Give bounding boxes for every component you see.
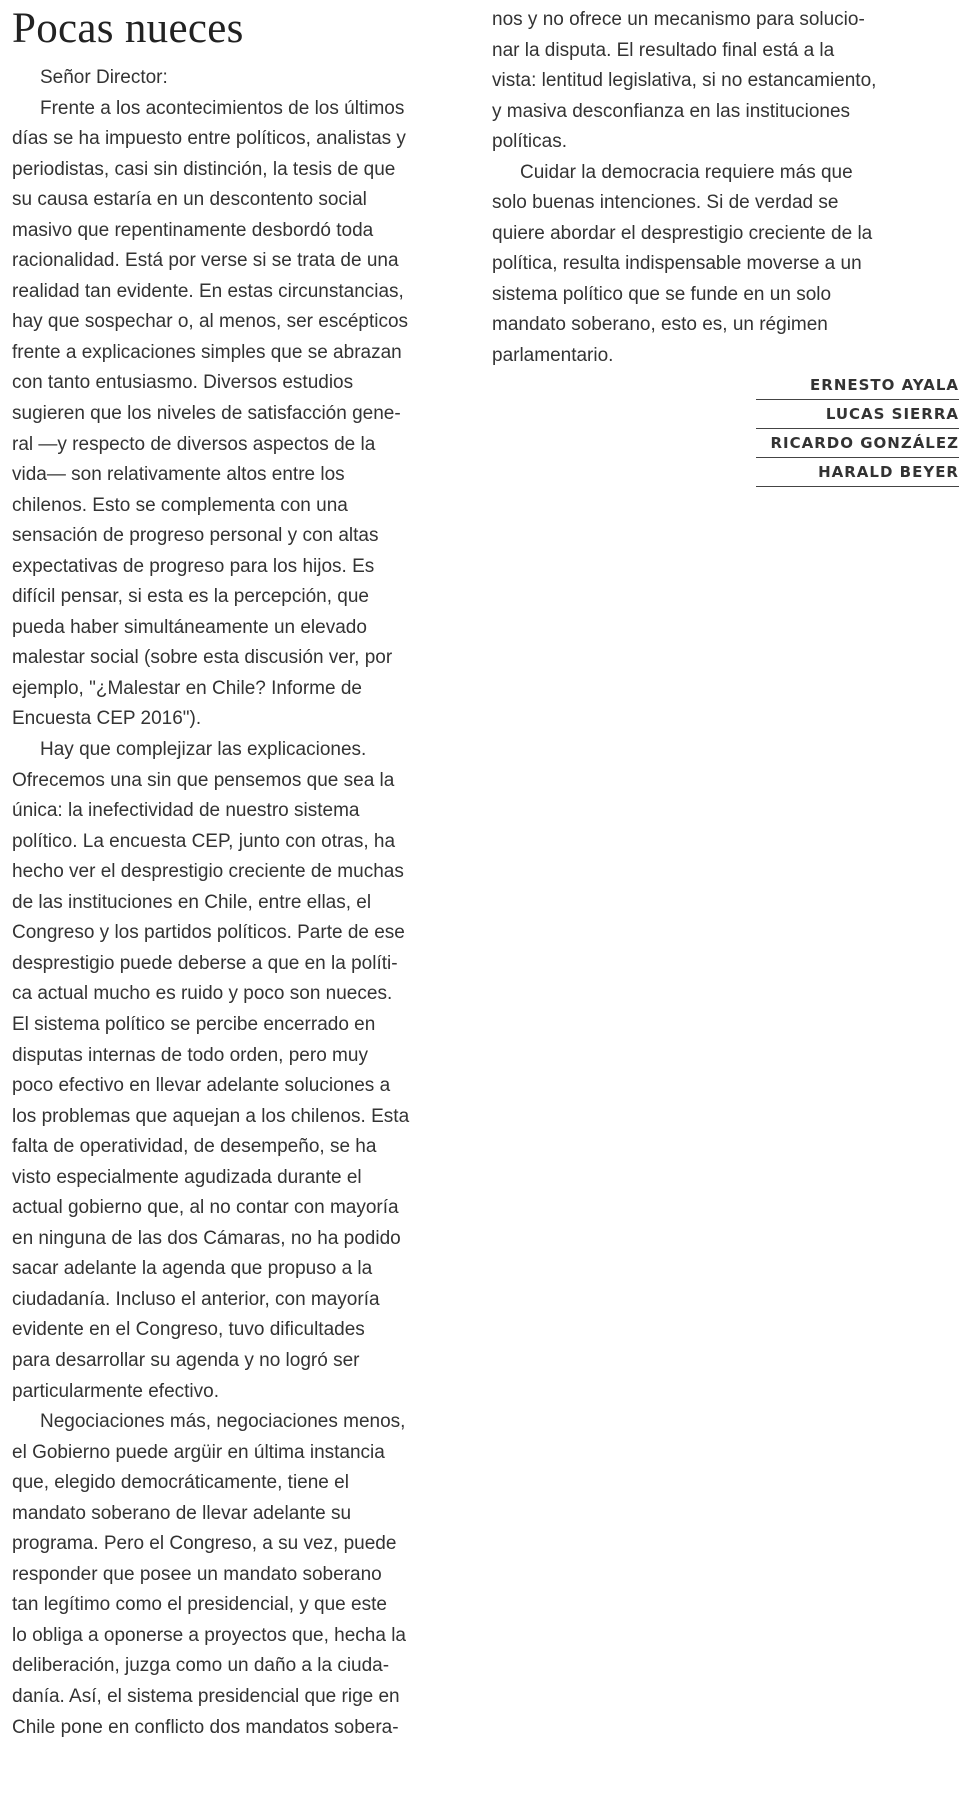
body-line: racionalidad. Está por verse si se trata de una bbox=[12, 250, 399, 272]
body-line: Chile pone en conflicto dos mandatos sobera- bbox=[12, 1716, 399, 1738]
body-line: difícil pensar, si esta es la percepción, que bbox=[12, 586, 369, 608]
body-line: política, resulta indispensable moverse a un bbox=[492, 253, 862, 275]
body-line: pueda haber simultáneamente un elevado bbox=[12, 616, 367, 638]
body-line: nos y no ofrece un mecanismo para solucio- bbox=[492, 9, 865, 30]
body-line: masivo que repentinamente desbordó toda bbox=[12, 219, 374, 241]
body-line: danía. Así, el sistema presidencial que rige en bbox=[12, 1685, 400, 1707]
signature-block bbox=[756, 371, 959, 487]
body-line: sensación de progreso personal y con altas bbox=[12, 525, 379, 547]
body-line: frente a explicaciones simples que se abrazan bbox=[12, 341, 402, 363]
body-line: para desarrollar su agenda y no logró ser bbox=[12, 1349, 360, 1371]
body-line: quiere abordar el desprestigio creciente de la bbox=[492, 222, 873, 244]
article-title: Pocas nueces bbox=[12, 5, 244, 52]
body-line: días se ha impuesto entre políticos, analistas y bbox=[12, 128, 406, 150]
body-line: disputas internas de todo orden, pero muy bbox=[12, 1044, 368, 1066]
body-line: solo buenas intenciones. Si de verdad se bbox=[492, 192, 839, 214]
body-line: sistema político que se funde en un solo bbox=[492, 283, 832, 305]
body-line: programa. Pero el Congreso, a su vez, puede bbox=[12, 1533, 397, 1555]
body-line: de las instituciones en Chile, entre ellas, el bbox=[12, 891, 372, 913]
body-line: sugieren que los niveles de satisfacción gene- bbox=[12, 403, 401, 425]
body-line: vida— son relativamente altos entre los bbox=[12, 464, 345, 486]
signature-name: HARALD BEYER bbox=[756, 458, 959, 487]
body-line: realidad tan evidente. En estas circunstancias, bbox=[12, 280, 404, 302]
body-line: Ofrecemos una sin que pensemos que sea la bbox=[12, 769, 395, 791]
body-line: vista: lentitud legislativa, si no estancamiento, bbox=[492, 70, 877, 92]
body-line: desprestigio puede deberse a que en la políti- bbox=[12, 952, 398, 974]
body-line: actual gobierno que, al no contar con mayoría bbox=[12, 1197, 399, 1219]
body-line: mandato soberano de llevar adelante su bbox=[12, 1502, 352, 1524]
body-line: Frente a los acontecimientos de los últimos bbox=[40, 97, 405, 119]
signature-name: RICARDO GONZÁLEZ bbox=[756, 429, 959, 458]
article-column-left bbox=[12, 63, 482, 1743]
body-line: ral —y respecto de diversos aspectos de la bbox=[12, 433, 376, 455]
body-line: poco efectivo en llevar adelante soluciones a bbox=[12, 1075, 391, 1097]
body-line: Hay que complejizar las explicaciones. bbox=[40, 739, 367, 761]
body-line: tan legítimo como el presidencial, y que este bbox=[12, 1594, 387, 1616]
body-line: y masiva desconfianza en las instituciones bbox=[492, 100, 851, 122]
article-column-right bbox=[492, 5, 962, 372]
body-line: nar la disputa. El resultado final está a la bbox=[492, 39, 835, 61]
body-line: periodistas, casi sin distinción, la tesis de que bbox=[12, 158, 396, 180]
body-line: El sistema político se percibe encerrado en bbox=[12, 1013, 376, 1035]
body-line: en ninguna de las dos Cámaras, no ha podido bbox=[12, 1227, 401, 1249]
body-line: lo obliga a oponerse a proyectos que, hecha la bbox=[12, 1624, 406, 1646]
signature-name: ERNESTO AYALA bbox=[756, 371, 959, 400]
body-line: expectativas de progreso para los hijos. Es bbox=[12, 555, 375, 577]
body-line: ca actual mucho es ruido y poco son nueces. bbox=[12, 983, 393, 1005]
body-line: falta de operatividad, de desempeño, se ha bbox=[12, 1136, 377, 1158]
body-line: político. La encuesta CEP, junto con otras, ha bbox=[12, 830, 396, 852]
body-line: deliberación, juzga como un daño a la ciuda- bbox=[12, 1655, 390, 1677]
body-line: chilenos. Esto se complementa con una bbox=[12, 494, 348, 516]
salutation: Señor Director: bbox=[40, 67, 168, 88]
body-line: que, elegido democráticamente, tiene el bbox=[12, 1472, 349, 1494]
body-line: particularmente efectivo. bbox=[12, 1380, 219, 1402]
body-line: mandato soberano, esto es, un régimen bbox=[492, 314, 828, 336]
body-line: con tanto entusiasmo. Diversos estudios bbox=[12, 372, 354, 394]
body-line: Encuesta CEP 2016"). bbox=[12, 708, 202, 730]
body-line: única: la inefectividad de nuestro sistema bbox=[12, 800, 360, 822]
body-line: evidente en el Congreso, tuvo dificultades bbox=[12, 1319, 365, 1341]
body-line: Negociaciones más, negociaciones menos, bbox=[40, 1411, 406, 1433]
body-line: ejemplo, "¿Malestar en Chile? Informe de bbox=[12, 677, 362, 699]
body-line: parlamentario. bbox=[492, 345, 614, 367]
body-line: malestar social (sobre esta discusión ver, por bbox=[12, 647, 393, 669]
body-line: hay que sospechar o, al menos, ser escépticos bbox=[12, 311, 409, 333]
signature-name: LUCAS SIERRA bbox=[756, 400, 959, 429]
body-line: políticas. bbox=[492, 131, 567, 153]
body-line: su causa estaría en un descontento social bbox=[12, 189, 367, 211]
body-line: Cuidar la democracia requiere más que bbox=[520, 161, 853, 183]
body-line: responder que posee un mandato soberano bbox=[12, 1563, 382, 1585]
body-line: Congreso y los partidos políticos. Parte de ese bbox=[12, 922, 405, 944]
body-line: hecho ver el desprestigio creciente de muchas bbox=[12, 861, 404, 883]
body-line: sacar adelante la agenda que propuso a la bbox=[12, 1258, 373, 1280]
body-line: visto especialmente agudizada durante el bbox=[12, 1166, 362, 1188]
body-line: el Gobierno puede argüir en última instancia bbox=[12, 1441, 385, 1463]
body-line: ciudadanía. Incluso el anterior, con mayoría bbox=[12, 1288, 380, 1310]
body-line: los problemas que aquejan a los chilenos. Esta bbox=[12, 1105, 410, 1127]
